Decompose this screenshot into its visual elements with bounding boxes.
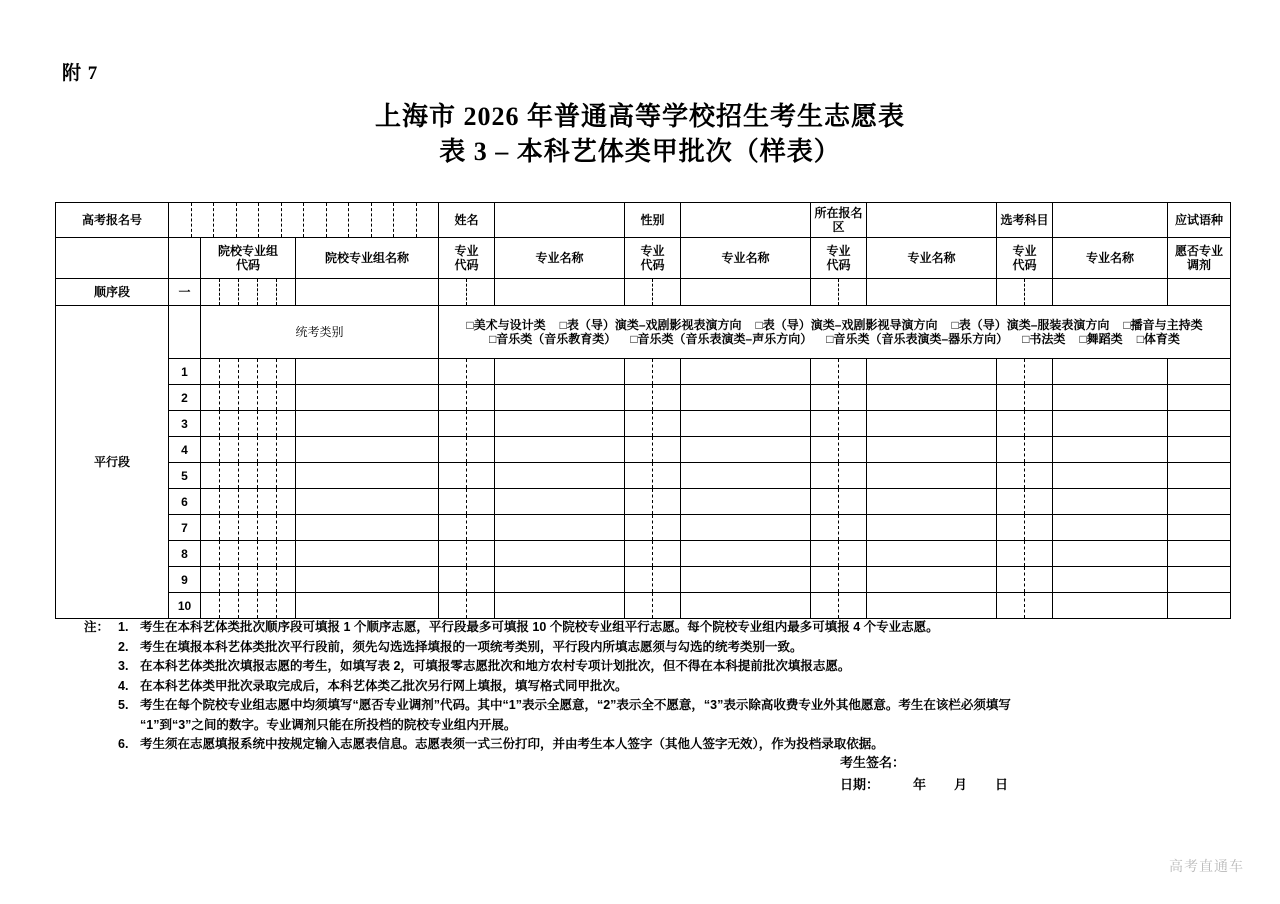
row1-group-name[interactable] [296, 359, 439, 385]
row5-group-name[interactable] [296, 463, 439, 489]
notes-section [84, 618, 1214, 755]
row1-major-name-2[interactable] [681, 359, 811, 385]
seq-adjust-cell[interactable] [1168, 279, 1231, 306]
row3-major-name-2[interactable] [681, 411, 811, 437]
tongkao-category-row [56, 306, 1231, 359]
row9-group-code[interactable] [201, 567, 296, 593]
major-code-header-1 [439, 238, 495, 279]
major-name-header-2: 专业名称 [681, 238, 811, 279]
parallel-index-3: 3 [169, 411, 201, 437]
table-row [56, 567, 1231, 593]
row8-group-code[interactable] [201, 541, 296, 567]
parallel-index-2: 2 [169, 385, 201, 411]
row7-major-name-3[interactable] [867, 515, 997, 541]
note-number-6: 6. [118, 737, 129, 751]
major-code-header-4-l2: 代码 [1012, 258, 1037, 272]
row8-major-code-4[interactable] [997, 541, 1053, 567]
table-row [56, 385, 1231, 411]
parallel-index-8: 8 [169, 541, 201, 567]
major-code-header-2 [625, 238, 681, 279]
parallel-index-7: 7 [169, 515, 201, 541]
row9-group-name[interactable] [296, 567, 439, 593]
table-row [56, 359, 1231, 385]
row6-group-code[interactable] [201, 489, 296, 515]
row9-major-code-1[interactable] [439, 567, 495, 593]
major-code-header-3-l2: 代码 [826, 258, 851, 272]
row4-major-code-3[interactable] [811, 437, 867, 463]
option-biaoyan-fuzhuang[interactable]: □表（导）演类–服装表演方向 [951, 318, 1110, 332]
major-code-header-1-l1: 专业 [454, 244, 479, 258]
row1-major-code-3[interactable] [811, 359, 867, 385]
row6-adjust[interactable] [1168, 489, 1231, 515]
note-item-3 [84, 657, 1214, 677]
seq-major-code-1[interactable] [439, 279, 495, 306]
row10-major-code-3[interactable] [811, 593, 867, 619]
row6-major-code-1[interactable] [439, 489, 495, 515]
row2-major-name-4[interactable] [1053, 385, 1168, 411]
row8-major-name-3[interactable] [867, 541, 997, 567]
row4-major-code-1[interactable] [439, 437, 495, 463]
parallel-index-6: 6 [169, 489, 201, 515]
district-label: 所在报名区 [811, 203, 867, 238]
signature-name-line [840, 752, 1008, 774]
watermark: 高考直通车 [1169, 858, 1244, 874]
row8-major-name-2[interactable] [681, 541, 811, 567]
note-text-2: 考生在填报本科艺体类批次平行段前，须先勾选选择填报的一项统考类别，平行段内所填志愿须与勾选的统考类别一致。 [140, 639, 803, 654]
row8-major-code-2[interactable] [625, 541, 681, 567]
seq-major-code-4[interactable] [997, 279, 1053, 306]
row5-major-name-2[interactable] [681, 463, 811, 489]
row8-major-name-4[interactable] [1053, 541, 1168, 567]
row5-major-code-3[interactable] [811, 463, 867, 489]
seq-major-name-3[interactable] [867, 279, 997, 306]
signature-date-line [840, 774, 1008, 796]
table-header-row-1 [56, 203, 1231, 238]
attachment-number: 附 7 [62, 63, 99, 84]
row8-adjust[interactable] [1168, 541, 1231, 567]
row3-major-name-3[interactable] [867, 411, 997, 437]
row9-major-code-3[interactable] [811, 567, 867, 593]
row6-major-name-3[interactable] [867, 489, 997, 515]
parallel-index-4: 4 [169, 437, 201, 463]
notes-lead: 注： [84, 620, 110, 634]
sequence-index: 一 [169, 279, 201, 306]
header-empty-1 [56, 238, 169, 279]
row6-major-code-4[interactable] [997, 489, 1053, 515]
row8-major-code-1[interactable] [439, 541, 495, 567]
row1-major-name-1[interactable] [495, 359, 625, 385]
row2-major-name-3[interactable] [867, 385, 997, 411]
note-number-5: 5. [118, 698, 129, 712]
row4-major-name-1[interactable] [495, 437, 625, 463]
volunteer-table-wrapper [55, 202, 1230, 619]
row10-major-name-2[interactable] [681, 593, 811, 619]
major-name-header-4: 专业名称 [1053, 238, 1168, 279]
parallel-index-10: 10 [169, 593, 201, 619]
signature-month: 月 [954, 777, 968, 792]
row10-major-name-1[interactable] [495, 593, 625, 619]
row9-major-code-4[interactable] [997, 567, 1053, 593]
row3-major-code-3[interactable] [811, 411, 867, 437]
tongkao-index-empty [169, 306, 201, 359]
major-name-header-3: 专业名称 [867, 238, 997, 279]
note-item-5 [84, 696, 1214, 735]
gender-label: 性别 [625, 203, 681, 238]
row2-major-name-2[interactable] [681, 385, 811, 411]
row7-major-name-2[interactable] [681, 515, 811, 541]
gender-value[interactable] [681, 203, 811, 238]
row5-adjust[interactable] [1168, 463, 1231, 489]
major-code-header-3-l1: 专业 [826, 244, 851, 258]
signature-year: 年 [913, 777, 927, 792]
row7-major-code-3[interactable] [811, 515, 867, 541]
row4-major-name-3[interactable] [867, 437, 997, 463]
option-yinyue-qiyue[interactable]: □音乐类（音乐表演类–器乐方向） [826, 332, 1009, 346]
group-code-header [201, 238, 296, 279]
row1-major-code-1[interactable] [439, 359, 495, 385]
header-empty-2 [169, 238, 201, 279]
subject-value[interactable] [1053, 203, 1168, 238]
row10-major-code-4[interactable] [997, 593, 1053, 619]
row3-major-code-1[interactable] [439, 411, 495, 437]
row5-group-code[interactable] [201, 463, 296, 489]
table-row [56, 515, 1231, 541]
seq-major-name-2[interactable] [681, 279, 811, 306]
table-row [56, 593, 1231, 619]
row9-major-code-2[interactable] [625, 567, 681, 593]
row2-major-code-1[interactable] [439, 385, 495, 411]
note-text-4: 在本科艺体类甲批次录取完成后，本科艺体类乙批次另行网上填报，填写格式同甲批次。 [140, 678, 628, 693]
table-row [56, 411, 1231, 437]
row1-major-code-2[interactable] [625, 359, 681, 385]
row10-group-name[interactable] [296, 593, 439, 619]
row4-major-code-2[interactable] [625, 437, 681, 463]
row2-major-code-4[interactable] [997, 385, 1053, 411]
row2-major-code-3[interactable] [811, 385, 867, 411]
name-value[interactable] [495, 203, 625, 238]
row4-major-name-4[interactable] [1053, 437, 1168, 463]
row8-major-name-1[interactable] [495, 541, 625, 567]
row1-group-code[interactable] [201, 359, 296, 385]
row7-major-code-2[interactable] [625, 515, 681, 541]
option-biaoyan-daoyan[interactable]: □表（导）演类–戏剧影视导演方向 [755, 318, 938, 332]
row2-group-name[interactable] [296, 385, 439, 411]
row6-major-code-2[interactable] [625, 489, 681, 515]
note-item-4 [84, 677, 1214, 697]
row3-group-code[interactable] [201, 411, 296, 437]
option-shufa[interactable]: □书法类 [1022, 332, 1066, 346]
sequence-section-label: 顺序段 [56, 279, 169, 306]
seq-major-name-1[interactable] [495, 279, 625, 306]
major-code-header-1-l2: 代码 [454, 258, 479, 272]
page-title [0, 100, 1280, 170]
row1-major-name-4[interactable] [1053, 359, 1168, 385]
group-code-header-l1: 院校专业组 [217, 244, 278, 258]
subject-label: 选考科目 [997, 203, 1053, 238]
option-biaoyan-xiju[interactable]: □表（导）演类–戏剧影视表演方向 [559, 318, 742, 332]
table-row [56, 489, 1231, 515]
note-number-2: 2. [118, 639, 129, 654]
title-line-2: 表 3 – 本科艺体类甲批次（样表） [439, 137, 841, 166]
option-tiyu[interactable]: □体育类 [1136, 332, 1180, 346]
table-row [56, 541, 1231, 567]
sequence-row [56, 279, 1231, 306]
row4-group-name[interactable] [296, 437, 439, 463]
adjust-header-l2: 调剂 [1186, 258, 1211, 272]
row2-adjust[interactable] [1168, 385, 1231, 411]
row5-major-code-4[interactable] [997, 463, 1053, 489]
row9-adjust[interactable] [1168, 567, 1231, 593]
row7-major-name-1[interactable] [495, 515, 625, 541]
tongkao-options-line-2 [445, 332, 1224, 346]
major-code-header-2-l2: 代码 [640, 258, 665, 272]
note-text-5-line-2: “1”到“3”之间的数字。专业调剂只能在所投档的院校专业组内开展。 [140, 717, 517, 732]
table-header-row-2 [56, 238, 1231, 279]
row7-major-code-4[interactable] [997, 515, 1053, 541]
name-label: 姓名 [439, 203, 495, 238]
row7-adjust[interactable] [1168, 515, 1231, 541]
note-number-3: 3. [118, 659, 129, 673]
row3-major-code-2[interactable] [625, 411, 681, 437]
row4-major-code-4[interactable] [997, 437, 1053, 463]
row6-major-name-1[interactable] [495, 489, 625, 515]
row3-adjust[interactable] [1168, 411, 1231, 437]
note-number-4: 4. [118, 678, 129, 693]
row3-major-name-1[interactable] [495, 411, 625, 437]
row5-major-code-2[interactable] [625, 463, 681, 489]
major-code-header-2-l1: 专业 [640, 244, 665, 258]
major-code-header-4-l1: 专业 [1012, 244, 1037, 258]
signature-day: 日 [995, 777, 1009, 792]
note-item-6 [84, 735, 1214, 755]
signature-date-label: 日期： [840, 777, 880, 792]
tongkao-options-line-1 [445, 318, 1224, 332]
row4-major-name-2[interactable] [681, 437, 811, 463]
major-code-header-4 [997, 238, 1053, 279]
seq-major-code-2[interactable] [625, 279, 681, 306]
seq-major-code-3[interactable] [811, 279, 867, 306]
row8-group-name[interactable] [296, 541, 439, 567]
row3-group-name[interactable] [296, 411, 439, 437]
row10-major-name-3[interactable] [867, 593, 997, 619]
exam-no-label: 高考报名号 [56, 203, 169, 238]
note-number-1: 1. [118, 620, 129, 634]
row9-major-name-2[interactable] [681, 567, 811, 593]
option-meishu[interactable]: □美术与设计类 [466, 318, 546, 332]
group-name-header: 院校专业组名称 [296, 238, 439, 279]
major-name-header-1: 专业名称 [495, 238, 625, 279]
option-boyin[interactable]: □播音与主持类 [1123, 318, 1203, 332]
row10-major-code-2[interactable] [625, 593, 681, 619]
row1-major-code-4[interactable] [997, 359, 1053, 385]
row4-group-code[interactable] [201, 437, 296, 463]
tongkao-options[interactable] [439, 306, 1231, 359]
row7-major-name-4[interactable] [1053, 515, 1168, 541]
row10-group-code[interactable] [201, 593, 296, 619]
row2-group-code[interactable] [201, 385, 296, 411]
option-yinyue-shengyue[interactable]: □音乐类（音乐表演类–声乐方向） [630, 332, 813, 346]
row7-group-code[interactable] [201, 515, 296, 541]
district-value[interactable] [867, 203, 997, 238]
parallel-index-5: 5 [169, 463, 201, 489]
major-code-header-3 [811, 238, 867, 279]
row5-major-name-4[interactable] [1053, 463, 1168, 489]
note-item-1 [84, 618, 1214, 638]
row6-major-name-4[interactable] [1053, 489, 1168, 515]
volunteer-table [55, 202, 1231, 619]
row1-major-name-3[interactable] [867, 359, 997, 385]
row1-adjust[interactable] [1168, 359, 1231, 385]
seq-group-name-cell[interactable] [296, 279, 439, 306]
table-row [56, 437, 1231, 463]
option-wudao[interactable]: □舞蹈类 [1079, 332, 1123, 346]
seq-major-name-4[interactable] [1053, 279, 1168, 306]
row7-major-code-1[interactable] [439, 515, 495, 541]
row9-major-name-3[interactable] [867, 567, 997, 593]
title-line-1: 上海市 2026 年普通高等学校招生考生志愿表 [374, 102, 905, 131]
parallel-index-9: 9 [169, 567, 201, 593]
row10-major-name-4[interactable] [1053, 593, 1168, 619]
exam-no-boxes[interactable] [169, 203, 439, 238]
row10-major-code-1[interactable] [439, 593, 495, 619]
parallel-section-label: 平行段 [56, 306, 169, 619]
note-text-1: 考生在本科艺体类批次顺序段可填报 1 个顺序志愿，平行段最多可填报 10 个院校专业组平行志愿。每个院校专业组内最多可填报 4 个专业志愿。 [140, 620, 939, 634]
tongkao-label: 统考类别 [201, 306, 439, 359]
note-text-5-line-1: 考生在每个院校专业组志愿中均须填写“愿否专业调剂”代码。其中“1”表示全愿意，“2”表示全不愿意，“3”表示除高收费专业外其他愿意。考生在该栏必须填写 [140, 698, 1011, 712]
row3-major-code-4[interactable] [997, 411, 1053, 437]
option-yinyue-jiaoyu[interactable]: □音乐类（音乐教育类） [489, 332, 617, 346]
row5-major-name-1[interactable] [495, 463, 625, 489]
signature-block [840, 752, 1008, 796]
row6-major-name-2[interactable] [681, 489, 811, 515]
row4-adjust[interactable] [1168, 437, 1231, 463]
row5-major-name-3[interactable] [867, 463, 997, 489]
row2-major-name-1[interactable] [495, 385, 625, 411]
row9-major-name-4[interactable] [1053, 567, 1168, 593]
row9-major-name-1[interactable] [495, 567, 625, 593]
adjust-header [1168, 238, 1231, 279]
parallel-index-1: 1 [169, 359, 201, 385]
note-text-3: 在本科艺体类批次填报志愿的考生，如填写表 2，可填报零志愿批次和地方农村专项计划批次，但不得在本科提前批次填报志愿。 [140, 659, 851, 673]
note-item-2 [84, 638, 1214, 658]
group-code-header-l2: 代码 [235, 258, 260, 272]
adjust-header-l1: 愿否专业 [1174, 244, 1223, 258]
row3-major-name-4[interactable] [1053, 411, 1168, 437]
signature-name-label: 考生签名： [840, 755, 906, 770]
table-row [56, 463, 1231, 489]
note-text-6: 考生须在志愿填报系统中按规定输入志愿表信息。志愿表须一式三份打印，并由考生本人签字（其他人签字无效），作为投档录取依据。 [140, 737, 884, 751]
language-label: 应试语种 [1168, 203, 1231, 238]
row6-major-code-3[interactable] [811, 489, 867, 515]
row5-major-code-1[interactable] [439, 463, 495, 489]
row6-group-name[interactable] [296, 489, 439, 515]
row7-group-name[interactable] [296, 515, 439, 541]
row2-major-code-2[interactable] [625, 385, 681, 411]
seq-group-code-cell[interactable] [201, 279, 296, 306]
row10-adjust[interactable] [1168, 593, 1231, 619]
row8-major-code-3[interactable] [811, 541, 867, 567]
